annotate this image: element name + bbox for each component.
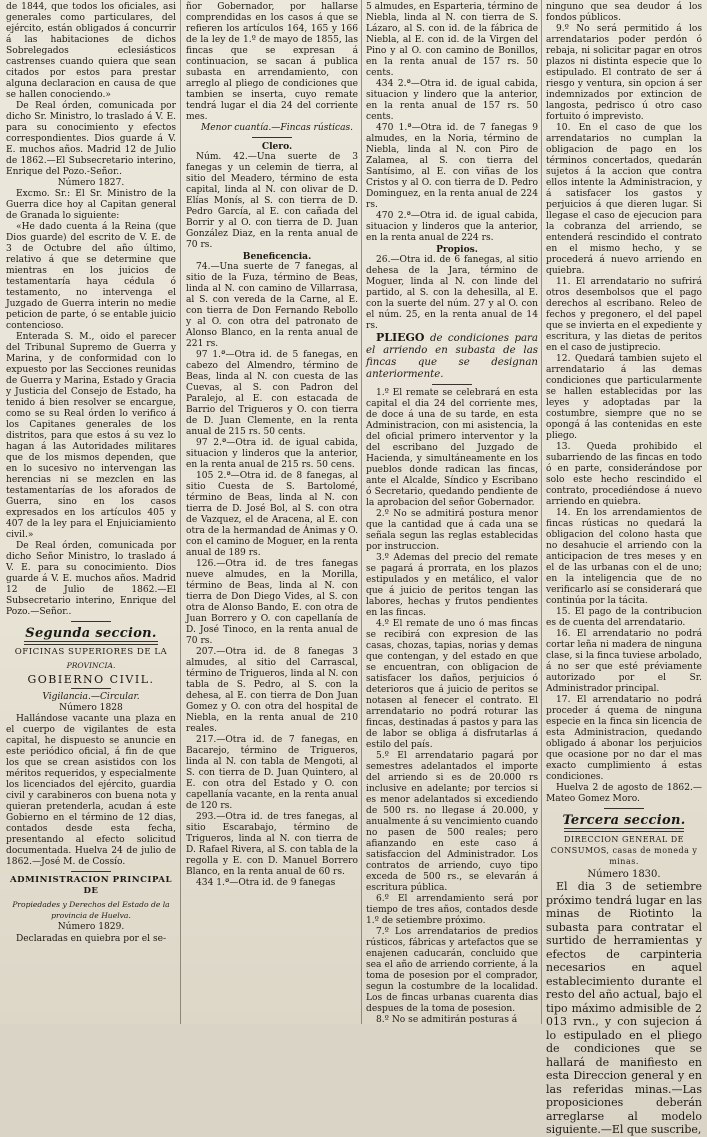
paragraph: «He dado cuenta á la Reina (que Dios guarde) del escrito de V. E. de 3 de Octubre del año último, relativo á que se determine que mientras en los juicios de testamentaría haya cédula ó testamento, no intervenga el Juzgado de Guerra interin no medie peticion de parte, ó se entable juicio contencioso. [6,222,176,331]
section-title: Tercera seccion. [562,813,686,828]
list-item: 470 1.ª—Otra id. de 7 fanegas 9 almudes, en la Noria, término de Niebla, linda al N. con Piro de Zalamea, al S. con tierra del Santísimo, al E. con viñas de los Cristos y al O. con tierra de D. Pedro Dominguez, en la renta anual de 224 rs. [366,123,538,210]
paragraph: Declaradas en quiebra por el se- [16,934,167,944]
pliego-subtitle: de condiciones para el arriendo en subasta de las fincas que se designan anteriormente. [366,333,538,380]
list-item: 434 1.ª—Otra id. de 9 fanegas [196,878,336,888]
paragraph: De Real órden, comunicada por dicho Sr. Ministro, lo traslado á V. E. para su conocimiento y efectos correspondientes. Dios guarde á V. E. muchos años. Madrid 12 de Julio de 1862.—El Subsecretario interino, Enrique del Pozo.-Señor.. [6,101,176,177]
list-item: 217.—Otra id. de 7 fanegas, en Bacarejo, término de Trigueros, linda al N. con tabla de Mengoti, al S. con tierra de D. Juan Quintero, al E. con otra del Estado y O. con capellanía vacante, en la renta anual de 120 rs. [186,735,358,811]
condition-item: 2.º No se admitirá postura menor que la cantidad que á cada una se señala segun las reglas establecidas por instruccion. [366,509,538,552]
pliego-heading [366,332,538,381]
signature-line: Huelva 2 de agosto de 1862.—Mateo Gomez Moro. [546,783,702,804]
list-item: 126.—Otra id. de tres fanegas nueve almudes, en la Morilla, término de Beas, linda al N. con tierra de Don Diego Vides, al S. con otra de Alonso Bando, E. con otra de Juan Borrero y O. con capellanía de D. José Tinoco, en la renta anual de 70 rs. [186,559,358,646]
list-item: 470 2.ª—Otra id. de igual cabida, situacion y linderos que la anterior, en la renta anual de 224 rs. [366,211,538,243]
separator [71,871,111,872]
paragraph: El dia 3 de setiembre próximo tendrá lugar en las minas de Riotinto la subasta para contratar el surtido de herramientas y efectos de carpinteria necesarios en aquel establecimiento durante el resto del año actual, bajo el tipo máximo admisible de 2 013 rvn., y con sujecion á lo estipulado en el pliego de condiciones que se hallará de manifiesto en esta Direccion general y en las referidas minas.—Las proposiciones deberán arreglarse al modelo siguiente.—El que suscribe, [546,880,702,1136]
direction-heading: DIRECCION GENERAL DE CONSUMOS, casas de moneda y minas. [550,835,698,866]
paragraph: Excmo. Sr.: El Sr. Ministro de la Guerra dice hoy al Capitan general de Granada lo siguiente: [6,189,176,221]
subheading-propios: Propios. [436,244,478,255]
subheading-beneficencia: Beneficencia. [242,251,312,262]
condition-item: 9.º No será permitido á los arrendatarios poder perdón ó rebaja, ni solicitar pagar en otros plazos ni distinta especie que lo estipulado. El contrato de ser á riesgo y ventura, sin opcion á ser indemnizados por extincion de langosta, pedrisco ú otro caso fortuito ó imprevisto. [546,24,702,122]
government-heading: GOBIERNO CIVIL. [27,673,155,686]
condition-item: 15. El pago de la contribucion es de cuenta del arrendatario. [546,607,702,628]
document-number: Número 1827. [57,178,125,188]
office-subheading: PROVINCIA. [66,661,116,670]
pliego-word: PLIEGO [376,331,425,344]
office-heading: OFICINAS SUPERIORES DE LA [14,647,168,657]
condition-item: 6.º El arrendamiento será por tiempo de tres años, contados desde 1.º de setiembre próximo. [366,894,538,926]
circular-title: Vigilancia.—Circular. [42,692,140,702]
list-item: 434 2.ª—Otra id. de igual cabida, situacion y lindero que la anterior, en la renta anual de 157 rs. 50 cents. [366,79,538,122]
list-item: 5 almudes, en Esparteria, término de Niebla, linda al N. con tierra de S. Lázaro, al S. con id. de la fábrica de Niebla, al E. con id. de la Virgen del Pino y al O. con camino de Bonillos, en la renta anual de 157 rs. 50 cents. [366,2,538,78]
condition-item: 10. En el caso de que los arrendatarios no cumplan la obligacion de pago en los términos concertados, quedarán sujetos á la accion que contra ellos intente la Administracion, y á satisfacer los gastos y perjuicios á que dieren lugar. Si llegase el caso de ejecucion para la cobranza del arriendo, se entenderá rescindido el contrato en el mismo hecho, y se procederá á nuevo arriendo en quiebra. [546,123,702,276]
separator [71,621,111,622]
condition-item: 1.º El remate se celebrará en esta capital el dia 24 del corriente mes, de doce á una de su tarde, en esta Administracion, con mi asistencia, la del oficial primero interventor y la del escribano del Juzgado de Hacienda, y simultáneamente en los pueblos donde radican las fincas, ante el Alcalde, Síndico y Escribano ó Secretario, quedando pendiente de la aprobacion del señor Gobernador. [366,388,538,508]
paragraph: De Real órden, comunicada por dicho Señor Ministro, lo traslado á V. E. para su conocimiento. Dios guarde á V. E. muchos años. Madrid 12 de Julio de 1862.—El Subsecretario interino, Enrique del Pozo.—Señor.. [6,541,176,617]
column-4 [546,2,702,1136]
column-rule [361,0,362,1024]
condition-item: 8.º No se admitirán posturas á [376,1015,518,1025]
condition-item: ninguno que sea deudor á los fondos públicos. [546,2,702,23]
administration-subheading: Propiedades y Derechos del Estado de la provincia de Huelva. [12,900,170,920]
column-2 [186,2,358,1020]
column-3 [366,2,538,1025]
separator [604,808,644,809]
condition-item: 11. El arrendatario no sufrirá otros desembolsos que el pago derechos al escribano. Releo de fechos y pregonero, el del papel que se invierta en el expediente y escritura, y las dietas de peritos en el caso de justiprecio. [546,277,702,353]
paragraph: ñor Gobernador, por hallarse comprendidas en los casos á que se refieren los artículos 164, 165 y 166 de la ley de 1.º de mayo de 1855, las fincas que se expresan á continuacion, se sacan á publica subasta en arrendamiento, con arreglo al pliego de condiciones que tambien se inserta, cuyo remate tendrá lugar el dia 24 del corriente mes. [186,2,358,122]
condition-item: 14. En los arrendamientos de fincas rústicas no quedará la obligacion del colono hasta que no desahucie el arriendo con la anticipacion de tres meses y en el de las urbanas con el de uno; en la inteligencia que de no verificarlo así se considerará que continúa por la tácita. [546,508,702,606]
column-1 [6,2,176,1020]
condition-item: 5.º El arrendatario pagará por semestres adelantados el importe del arriendo si es de 20.000 rs inclusive en adelante; por tercios si es menor adelantados si excediendo de 500 rs. no llegase á 20.000, y anualmente á su vencimiento cuando no pasen de 500 reales; pero afianzando en este caso á satisfaccion del Administrador. Los contratos de arriendo, cuyo tipo exceda de 500 rs., se elevarán á escritura pública. [366,751,538,893]
condition-item: 13. Queda prohibido el subarriendo de las fincas en todo ó en parte, considerándose por solo este hecho rescindido el contrato, procediéndose á nuevo arriendo en quiebra. [546,442,702,507]
double-rule [24,641,158,645]
condition-item: 3.º Ademas del precio del remate se pagará á prorrata, en los plazos estipulados y en metálico, el valor que á juicio de peritos tengan las labores, hechas y frutos pendientes en las fincas. [366,553,538,618]
section-title: Segunda seccion. [25,626,157,641]
list-item: 293.—Otra id. de tres fanegas, al sitio Escarabajo, término de Trigueros, linda al N. con tierra de D. Rafael Rivera, al S. con tabla de la regolla y E. con D. Manuel Borrero Blanco, en la renta anual de 60 rs. [186,812,358,877]
separator [252,137,292,138]
condition-item: 17. El arrendatario no podrá proceder á quema de ninguna especie en la finca sin licencia de esta Administracion, quedando obligado á abonar los perjuicios que ocasione por no dar el mas exacto cumplimiento á estas condiciones. [546,695,702,782]
subheading-menor-cuantia: Menor cuantía.—Fincas rústicas. [200,123,354,133]
list-item: 26.—Otra id. de 6 fanegas, al sitio dehesa de la Jara, término de Moguer, linda al N. con linde del partido, al S. con la dehesilla, al E. con la suerte del núm. 27 y al O. con el núm. 25, en la renta anual de 14 rs. [366,255,538,331]
column-rule [180,0,181,1024]
paragraph: de 1844, que todos los oficiales, asi generales como particulares, del ejército, están obligados á concurrir á las habitaciones de dichos Sobrelegados eclesiásticos castrenses cuando quiera que sean citados por estos para prestar alguna declaracion en causa de que se hallen conociendo.» [6,2,176,100]
condition-item: 12. Quedará tambien sujeto el arrendatario á las demas condiciones que particularmente se hallen establecidas por las leyes y adoptadas par la costumbre, siempre que no se opongá á las contenidas en este pliego. [546,354,702,441]
subheading-clero: Clero. [261,141,293,152]
separator [432,384,472,385]
list-item: 74.—Una suerte de 7 fanegas, al sitio de la Fuza, término de Beas, linda al N. con camino de Villarrasa, al S. con vereda de la Carne, al E. con tierra de Don Fernando Rebollo y al O. con otra del patronato de Alonso Blanco, en la renta anual de 221 rs. [186,262,358,349]
separator [71,688,111,689]
administration-heading: ADMINISTRACION PRINCIPAL DE [9,875,173,896]
document-number: Número 1829. [57,922,125,932]
list-item: 207.—Otra id. de 8 fanegas 3 almudes, al sitio del Carrascal, término de Trigueros, linda al N. con tabla de S. Pedro, al S. con la dehesa, al E. con tierra de Don Juan Gomez y O. con otra del hospital de Niebla, en la renta anual de 210 reales. [186,647,358,734]
double-rule [564,828,684,832]
list-item: 105 2.ª—Otra id. de 8 fanegas, al sitio Cuesta de S. Bartolomé, término de Beas, linda al N. con tierra de D. José Bol, al S. con otra de Vazquez, el de Aracena, al E. con otra de la hermandad de Ánimas y O. con el camino de Moguer, en la renta anual de 189 rs. [186,471,358,558]
condition-item: 7.º Los arrendatarios de predios rústicos, fábricas y artefactos que se enajenen caducarán, concluido que sea el año de arriendo corriente, á la toma de posesion por el comprador, segun la costumbre de la localidad. Los de fincas urbanas cuarenta dias despues de la toma de posesion. [366,927,538,1014]
condition-item: 16. El arrendatario no podrá cortar leña ni madera de ninguna clase, si la finca tuviese arbolado, á no ser que esté préviamente autorizado por el Sr. Administrador principal. [546,629,702,694]
paragraph: Hallándose vacante una plaza en el cuerpo de vigilantes de esta capital, he dispuesto se anuncie en este periódico oficial, á fin de que los que se crean asistidos con los méritos requeridos, y especialmente los licenciados del ejército, guardia civil y carabineros con buena nota y quieran pretenderla, acudan á este Gobierno en el término de 12 dias, contados desde esta fecha, presentando al efecto solicitud documentada. Huelva 24 de julio de 1862.—José M. de Cossío. [6,714,176,867]
paragraph: Enterada S. M., oido el parecer del Tribunal Supremo de Guerra y Marina, y de conformidad con lo expuesto por las Secciones reunidas de Guerra y Marina, Estado y Gracia y Justicia del Consejo de Estado, ha tenido á bien resolver se encargue, como se su Real órden lo verifico á los Capitanes generales de los distritos, para que estos á su vez lo hagan á las Autoridades militares que de los mismos dependen, que en lo sucesivo no intervengan las herencias ni se mezclen en las testamentarías de los aforados de Guerra, sino en los casos expresados en los artículos 405 y 407 de la ley para el Enjuiciamiento civil.» [6,332,176,540]
column-rule [541,0,542,1024]
list-item: 97 2.ª—Otra id. de igual cabida, situacion y linderos que la anterior, en la renta anual de 215 rs. 50 cens. [186,438,358,470]
list-item: 97 1.ª—Otra id. de 5 fanegas, en cabezo del Almendro, término de Beas, linda al N. con cuesta de las Cuevas, al S. con Padron del Paralejo, al E. con estacada de Barrio del Trigueros y O. con tierra de D. Juan Clemente, en la renta anual de 215 rs. 50 cents. [186,350,358,437]
document-number: Número 1830. [587,869,661,880]
condition-item: 4.º El remate de uno ó mas fincas se recibirá con expresion de las casas, chozas, tapias, norias y demas que contengan, y del estado en que se encuentran, con obligacion de satisfacer los daños, perjuicios ó deterioros que á juicio de peritos se notasen al fenecer el contrato. El arrendatario no podrá roturar las fincas, destinadas á pastos y para las de labor se obliga á disfrutarlas á estilo del país. [366,619,538,750]
document-number: Número 1828 [59,703,123,713]
list-item: Núm. 42.—Una suerte de 3 fanegas y un celemin de tierra, al sitio del Meadero, término de esta capital, linda al N. con olivar de D. Elías Monís, al S. con tierra de D. Pedro García, al E. con cañada del Borrir y al O. con tierra de D. Juan González Diaz, en la renta anual de 70 rs. [186,152,358,250]
